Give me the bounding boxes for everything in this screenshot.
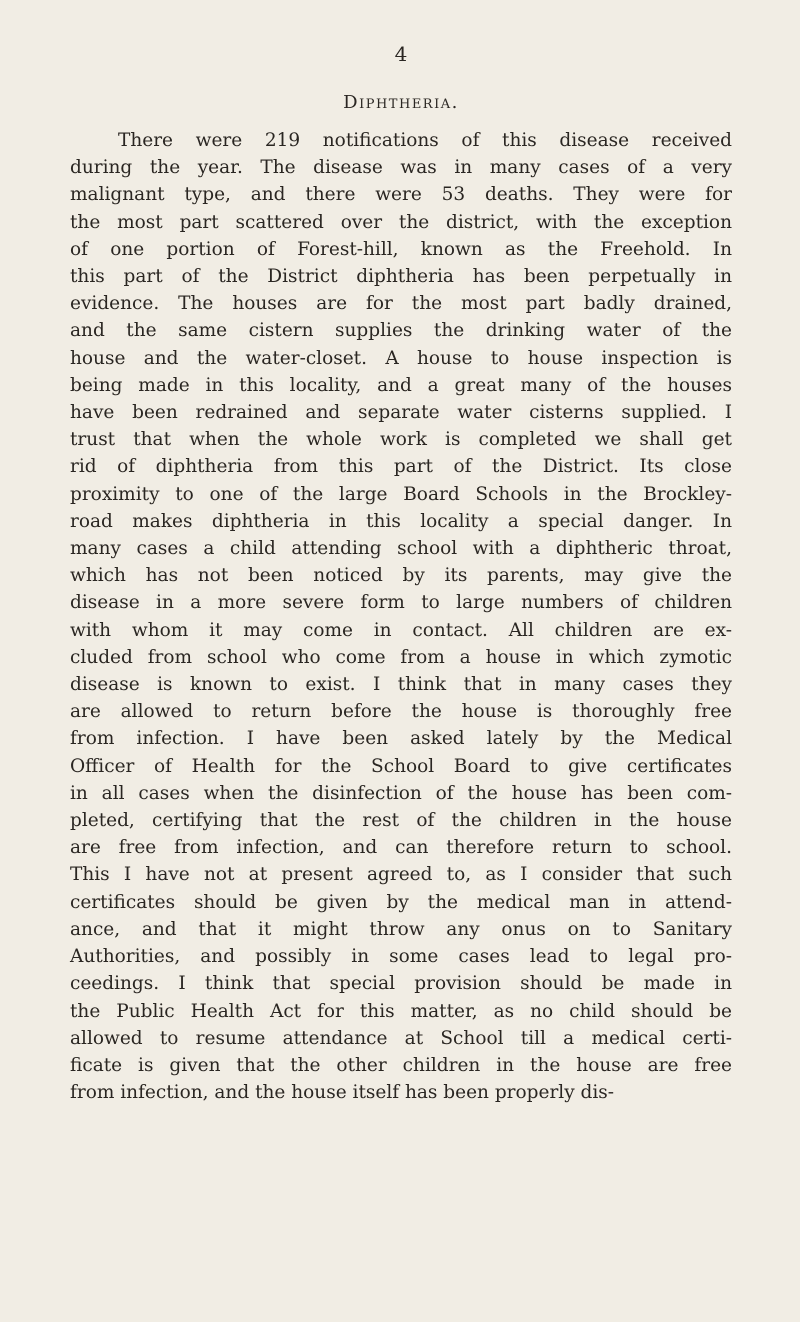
body-line: many cases a child attending school with a diphtheric throat, xyxy=(70,538,732,560)
body-line: the Public Health Act for this matter, as no child should be xyxy=(70,1000,732,1022)
body-paragraph xyxy=(70,127,732,1106)
body-line: have been redrained and separate water cisterns supplied. I xyxy=(70,402,732,424)
body-line: disease is known to exist. I think that in many cases they xyxy=(70,674,732,696)
body-line: which has not been noticed by its parents, may give the xyxy=(70,565,732,587)
body-line: certificates should be given by the medical man in attend- xyxy=(70,891,732,913)
body-line: road makes diphtheria in this locality a special danger. In xyxy=(70,510,732,532)
body-line: and the same cistern supplies the drinking water of the xyxy=(70,320,732,342)
body-line: with whom it may come in contact. All children are ex- xyxy=(70,619,732,641)
body-line: There were 219 notifications of this disease received xyxy=(118,130,732,151)
body-line: This I have not at present agreed to, as I consider that such xyxy=(70,864,732,886)
body-line: from infection. I have been asked lately by the Medical xyxy=(70,728,732,750)
body-line: from infection, and the house itself has been properly dis- xyxy=(70,1082,615,1104)
body-line: Officer of Health for the School Board to give certificates xyxy=(70,755,732,777)
body-line: the most part scattered over the district, with the exception xyxy=(70,211,732,233)
body-line: of one portion of Forest-hill, known as the Freehold. In xyxy=(70,238,732,260)
body-line: trust that when the whole work is completed we shall get xyxy=(70,429,732,451)
body-line: ficate is given that the other children in the house are free xyxy=(70,1054,732,1076)
body-line: being made in this locality, and a great many of the houses xyxy=(70,374,732,396)
body-line: proximity to one of the large Board Schools in the Brockley- xyxy=(70,483,732,505)
body-line: pleted, certifying that the rest of the children in the house xyxy=(70,810,732,832)
body-line: are allowed to return before the house is thoroughly free xyxy=(70,701,732,723)
body-line: during the year. The disease was in many cases of a very xyxy=(70,157,732,179)
body-line: in all cases when the disinfection of the house has been com- xyxy=(70,782,732,804)
body-line: ceedings. I think that special provision should be made in xyxy=(70,973,732,995)
body-line: this part of the District diphtheria has been perpetually in xyxy=(70,266,732,288)
body-line: Authorities, and possibly in some cases lead to legal pro- xyxy=(70,946,732,968)
body-line: cluded from school who come from a house in which zymotic xyxy=(70,646,732,668)
page-number: 4 xyxy=(394,42,408,66)
body-line: disease in a more severe form to large numbers of children xyxy=(70,592,732,614)
body-line: malignant type, and there were 53 deaths. They were for xyxy=(70,184,732,206)
body-line: rid of diphtheria from this part of the District. Its close xyxy=(70,456,732,478)
body-line: evidence. The houses are for the most part badly drained, xyxy=(70,293,732,315)
body-line: allowed to resume attendance at School till a medical certi- xyxy=(70,1027,732,1049)
section-title: Diphtheria. xyxy=(343,92,459,113)
body-line: house and the water-closet. A house to house inspection is xyxy=(70,347,732,369)
body-line: are free from infection, and can therefore return to school. xyxy=(70,837,732,859)
body-line: ance, and that it might throw any onus on to Sanitary xyxy=(70,918,732,940)
